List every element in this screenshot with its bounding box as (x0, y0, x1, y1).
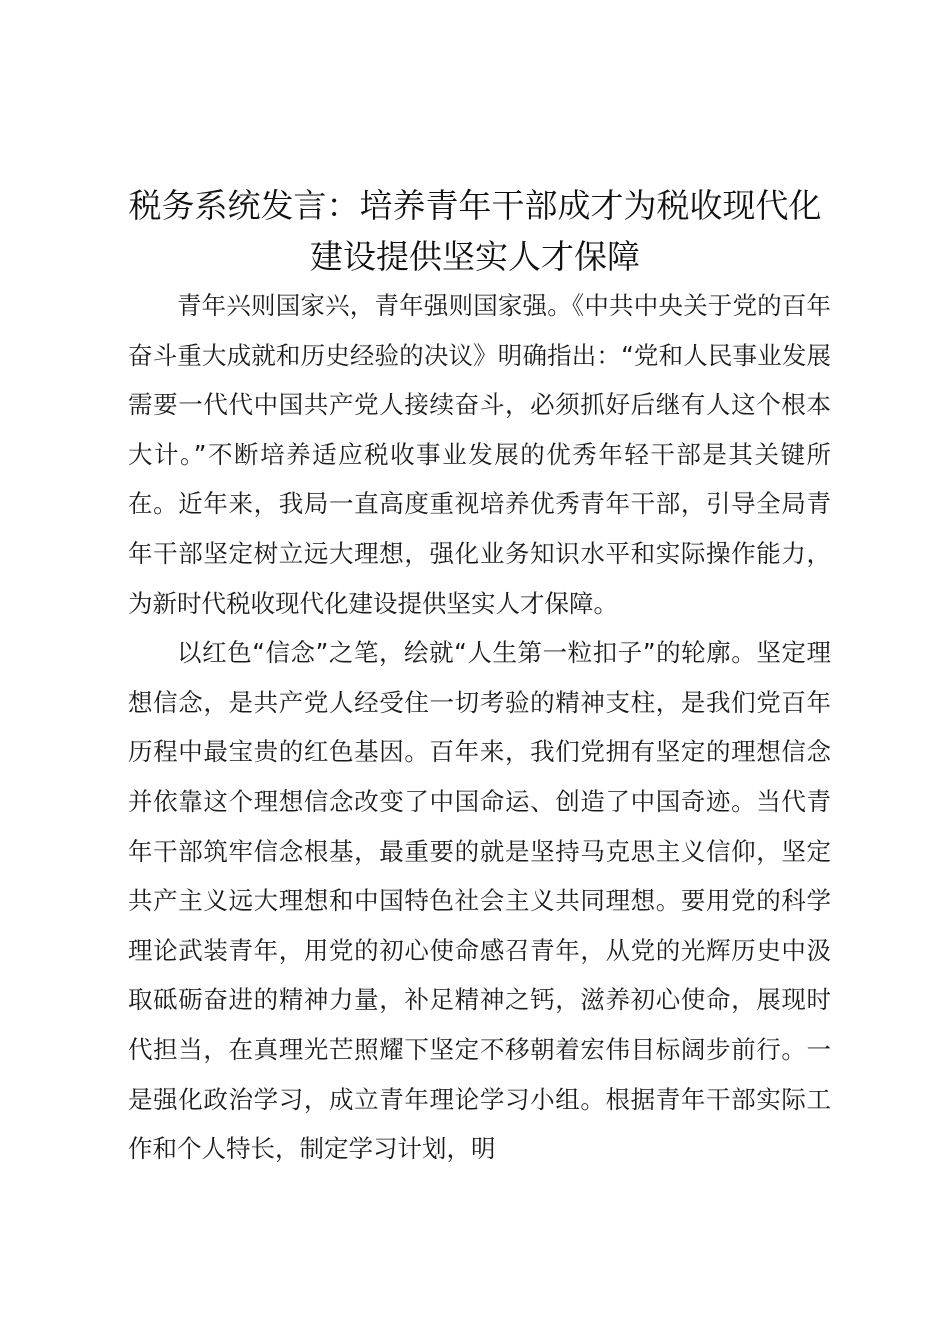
paragraph-intro: 青年兴则国家兴，青年强则国家强。《中共中央关于党的百年奋斗重大成就和历史经验的决议》明确指出：“党和人民事业发展需要一代代中国共产党人接续奋斗，必须抓好后继有人这个根本大计。”不断培养适应税收事业发展的优秀年轻干部是其关键所在。近年来，我局一直高度重视培养优秀青年干部，引导全局青年干部坚定树立远大理想，强化业务知识水平和实际操作能力，为新时代税收现代化建设提供坚实人才保障。 (128, 291, 831, 618)
paragraph-red-belief: 以红色“信念”之笔，绘就“人生第一粒扣子”的轮廓。坚定理想信念，是共产党人经受住一切考验的精神支柱，是我们党百年历程中最宝贵的红色基因。百年来，我们党拥有坚定的理想信念并依靠这个理想信念改变了中国命运、创造了中国奇迹。当代青年干部筑牢信念根基，最重要的就是坚持马克思主义信仰，坚定共产主义远大理想和中国特色社会主义共同理想。要用党的科学理论武装青年，用党的初心使命感召青年，从党的光辉历史中汲取砥砺奋进的精神力量，补足精神之钙，滋养初心使命，展现时代担当，在真理光芒照耀下坚定不移朝着宏伟目标阔步前行。一是强化政治学习，成立青年理论学习小组。根据青年干部实际工作和个人特长，制定学习计划，明 (128, 638, 831, 1164)
document-title: 税务系统发言：培养青年干部成才为税收现代化建设提供坚实人才保障 (128, 186, 822, 276)
document-body (128, 281, 831, 1174)
